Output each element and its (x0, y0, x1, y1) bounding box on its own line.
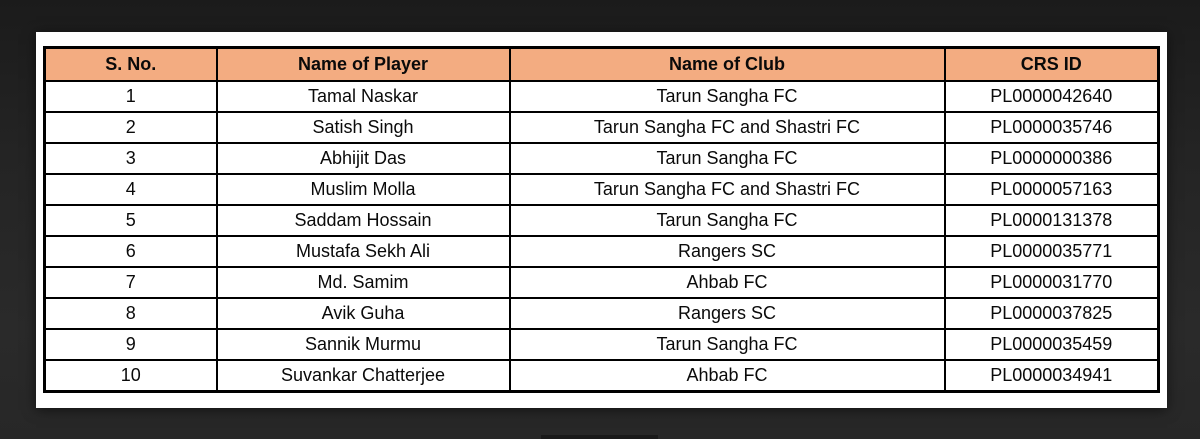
cell-player: Muslim Molla (217, 174, 510, 205)
cell-club: Tarun Sangha FC and Shastri FC (510, 112, 945, 143)
cell-player: Satish Singh (217, 112, 510, 143)
cell-crs-id: PL0000042640 (945, 81, 1159, 112)
cell-player: Abhijit Das (217, 143, 510, 174)
table-row (45, 81, 1159, 112)
cell-sno: 4 (45, 174, 217, 205)
cell-crs-id: PL0000035459 (945, 329, 1159, 360)
cell-sno: 10 (45, 360, 217, 392)
table-row (45, 236, 1159, 267)
cell-crs-id: PL0000000386 (945, 143, 1159, 174)
cell-sno: 8 (45, 298, 217, 329)
cell-crs-id: PL0000034941 (945, 360, 1159, 392)
cell-player: Sannik Murmu (217, 329, 510, 360)
cell-sno: 9 (45, 329, 217, 360)
cell-sno: 2 (45, 112, 217, 143)
document-page (36, 32, 1167, 408)
table-row (45, 298, 1159, 329)
table-header-row (45, 48, 1159, 82)
cell-crs-id: PL0000057163 (945, 174, 1159, 205)
cell-sno: 1 (45, 81, 217, 112)
cell-player: Suvankar Chatterjee (217, 360, 510, 392)
cell-club: Tarun Sangha FC and Shastri FC (510, 174, 945, 205)
table-row (45, 329, 1159, 360)
table-row (45, 360, 1159, 392)
cell-crs-id: PL0000031770 (945, 267, 1159, 298)
cell-player: Saddam Hossain (217, 205, 510, 236)
cell-club: Tarun Sangha FC (510, 143, 945, 174)
table-row (45, 143, 1159, 174)
table-row (45, 267, 1159, 298)
table-row (45, 205, 1159, 236)
cell-sno: 5 (45, 205, 217, 236)
cell-club: Ahbab FC (510, 267, 945, 298)
header-sno: S. No. (45, 48, 217, 82)
cell-player: Mustafa Sekh Ali (217, 236, 510, 267)
bottom-edge-strip (541, 435, 658, 439)
cell-club: Rangers SC (510, 236, 945, 267)
cell-sno: 6 (45, 236, 217, 267)
cell-crs-id: PL0000035746 (945, 112, 1159, 143)
cell-player: Tamal Naskar (217, 81, 510, 112)
cell-club: Rangers SC (510, 298, 945, 329)
player-roster-table (43, 46, 1160, 393)
header-crs-id: CRS ID (945, 48, 1159, 82)
cell-player: Avik Guha (217, 298, 510, 329)
cell-sno: 3 (45, 143, 217, 174)
header-player: Name of Player (217, 48, 510, 82)
cell-club: Tarun Sangha FC (510, 329, 945, 360)
cell-player: Md. Samim (217, 267, 510, 298)
cell-club: Tarun Sangha FC (510, 81, 945, 112)
cell-sno: 7 (45, 267, 217, 298)
cell-crs-id: PL0000037825 (945, 298, 1159, 329)
table-row (45, 174, 1159, 205)
cell-crs-id: PL0000035771 (945, 236, 1159, 267)
cell-club: Ahbab FC (510, 360, 945, 392)
table-row (45, 112, 1159, 143)
cell-club: Tarun Sangha FC (510, 205, 945, 236)
header-club: Name of Club (510, 48, 945, 82)
cell-crs-id: PL0000131378 (945, 205, 1159, 236)
